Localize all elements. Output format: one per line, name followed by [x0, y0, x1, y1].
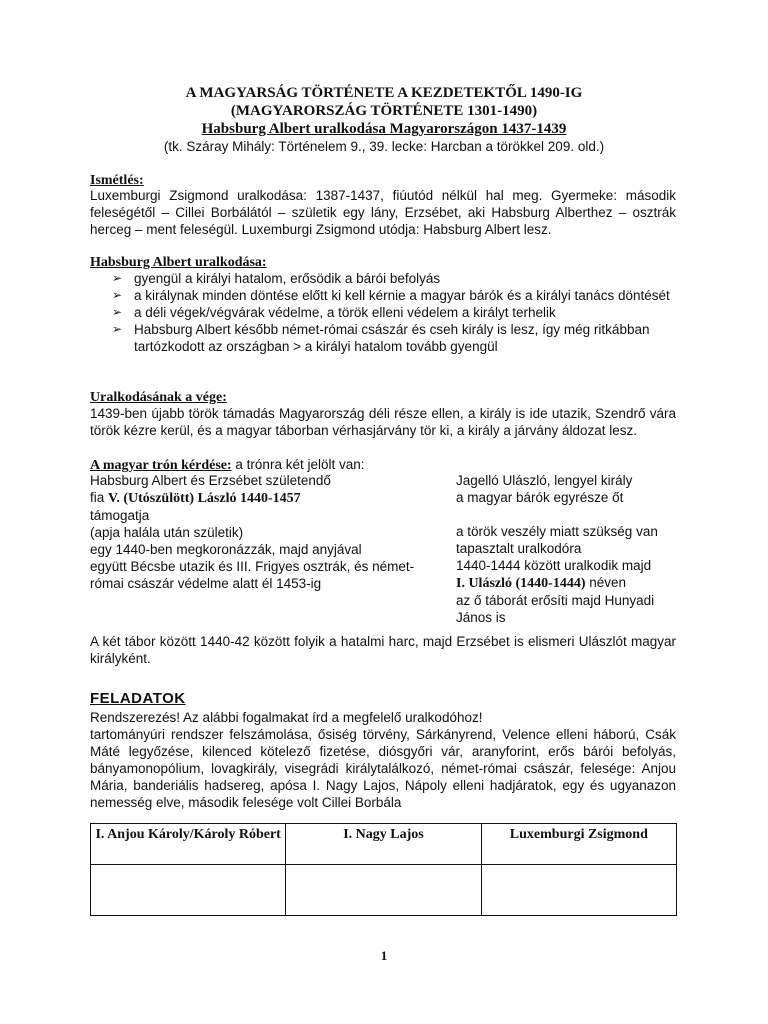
lesson-title: Habsburg Albert uralkodása Magyarországon 1437-1439 [201, 121, 567, 137]
heading-feladatok: FELADATOK [90, 690, 186, 707]
heading-ismetles: Ismétlés: [90, 173, 144, 188]
page-number: 1 [380, 948, 388, 963]
arrow-bullet-icon: ➢ [112, 271, 123, 285]
throne-intro: a trónra két jelölt van: [231, 457, 365, 472]
list-item: ➢ Habsburg Albert később német-római császár és cseh király is lesz, így még ritkábban tartózkodott az országban > a királyi hatalom tovább gyengül [112, 322, 650, 354]
candidate-right-column: Jagelló Ulászló, lengyel király a magyar bárók egyrésze őt a török veszély miatt szükség van tapasztalt uralkodóra 1440-1444 között uralkodik majd I. Ulászló (1440-1444) néven az ő táborát erősíti majd Hunyadi János is [456, 473, 658, 625]
textbook-reference: (tk. Száray Mihály: Történelem 9., 39. lecke: Harcban a törökkel 209. old.) [163, 139, 605, 154]
arrow-bullet-icon: ➢ [112, 288, 123, 302]
main-title: A MAGYARSÁG TÖRTÉNETE A KEZDETEKTŐL 1490-IG [185, 85, 583, 101]
candidate-name-ulaszlo: I. Ulászló (1440-1444) [456, 576, 586, 591]
subtitle: (MAGYARORSZÁG TÖRTÉNETE 1301-1490) [230, 103, 538, 119]
heading-uralkodas: Habsburg Albert uralkodása: [90, 255, 267, 270]
task-instruction: Rendszerezés! Az alábbi fogalmakat írd a megfelelő uralkodóhoz! [90, 710, 483, 725]
column-header-zsigmond: Luxemburgi Zsigmond [481, 824, 676, 865]
answer-cell-zsigmond[interactable] [481, 865, 676, 916]
answer-cell-nagy-lajos[interactable] [286, 865, 481, 916]
column-header-nagy-lajos: I. Nagy Lajos [286, 824, 481, 865]
arrow-bullet-icon: ➢ [112, 305, 123, 319]
column-header-anjou: I. Anjou Károly/Károly Róbert [91, 824, 286, 865]
answer-cell-anjou[interactable] [91, 865, 286, 916]
sorting-table [90, 823, 677, 916]
task-terms: tartományúri rendszer felszámolása, ősiség törvény, Sárkányrend, Velence elleni háború, Csák Máté legyőzése, kilenced kötelező fizetése, diósgyőri vár, aranyforint, erős bárói befolyás, bányamonopólium, lovagkirály, visegrádi királytalálkozó, német-római császár, felesége: Anjou Mária, banderiális hadsereg, apósa I. Nagy Lajos, Nápoly elleni hadjáratok, egy és ugyanazon nemesség elve, második felesége volt Cillei Borbála [90, 727, 676, 810]
paragraph-vege: 1439-ben újabb török támadás Magyarország déli része ellen, a király is ide utazik, Szendrő vára török kézre kerül, és a magyar táborban vérhasjárvány tör ki, a király a járvány áldozat lesz. [90, 406, 676, 438]
arrow-bullet-icon: ➢ [112, 322, 123, 336]
bullet-list [112, 270, 678, 355]
list-item: ➢ gyengül a királyi hatalom, erősödik a bárói befolyás [112, 271, 441, 286]
title-block [90, 84, 678, 156]
candidate-left-column: Habsburg Albert és Erzsébet születendő fia V. (Utószülött) László 1440-1457 támogatja (apja halála után születik) egy 1440-ben megkoronázzák, majd anyjával együtt Bécsbe utazik és III. Frigyes osztrák, és német- római császár védelme alatt él 1453-ig [90, 473, 415, 591]
heading-tron: A magyar trón kérdése: [90, 458, 232, 473]
candidate-name-laszlo: V. (Utószülött) László 1440-1457 [108, 491, 301, 506]
paragraph-ismetles: Luxemburgi Zsigmond uralkodása: 1387-1437, fiúutód nélkül hal meg. Gyermeke: második feleségétől – Cillei Borbálától – születik egy lány, Erzsébet, aki Habsburg Alberthez – osztrák herceg – ment feleségül. Luxemburgi Zsigmond utódja: Habsburg Albert lesz. [90, 188, 676, 237]
list-item: ➢ a déli végek/végvárak védelme, a török elleni védelem a királyt terhelik [112, 305, 556, 320]
list-item: ➢ a királynak minden döntése előtt ki kell kérnie a magyar bárók és a királyi tanács döntését [112, 288, 670, 303]
heading-vege: Uralkodásának a vége: [90, 390, 227, 405]
paragraph-closing: A két tábor között 1440-42 között folyik a hatalmi harc, majd Erzsébet is elismeri Ulászlót magyar királyként. [90, 634, 676, 666]
